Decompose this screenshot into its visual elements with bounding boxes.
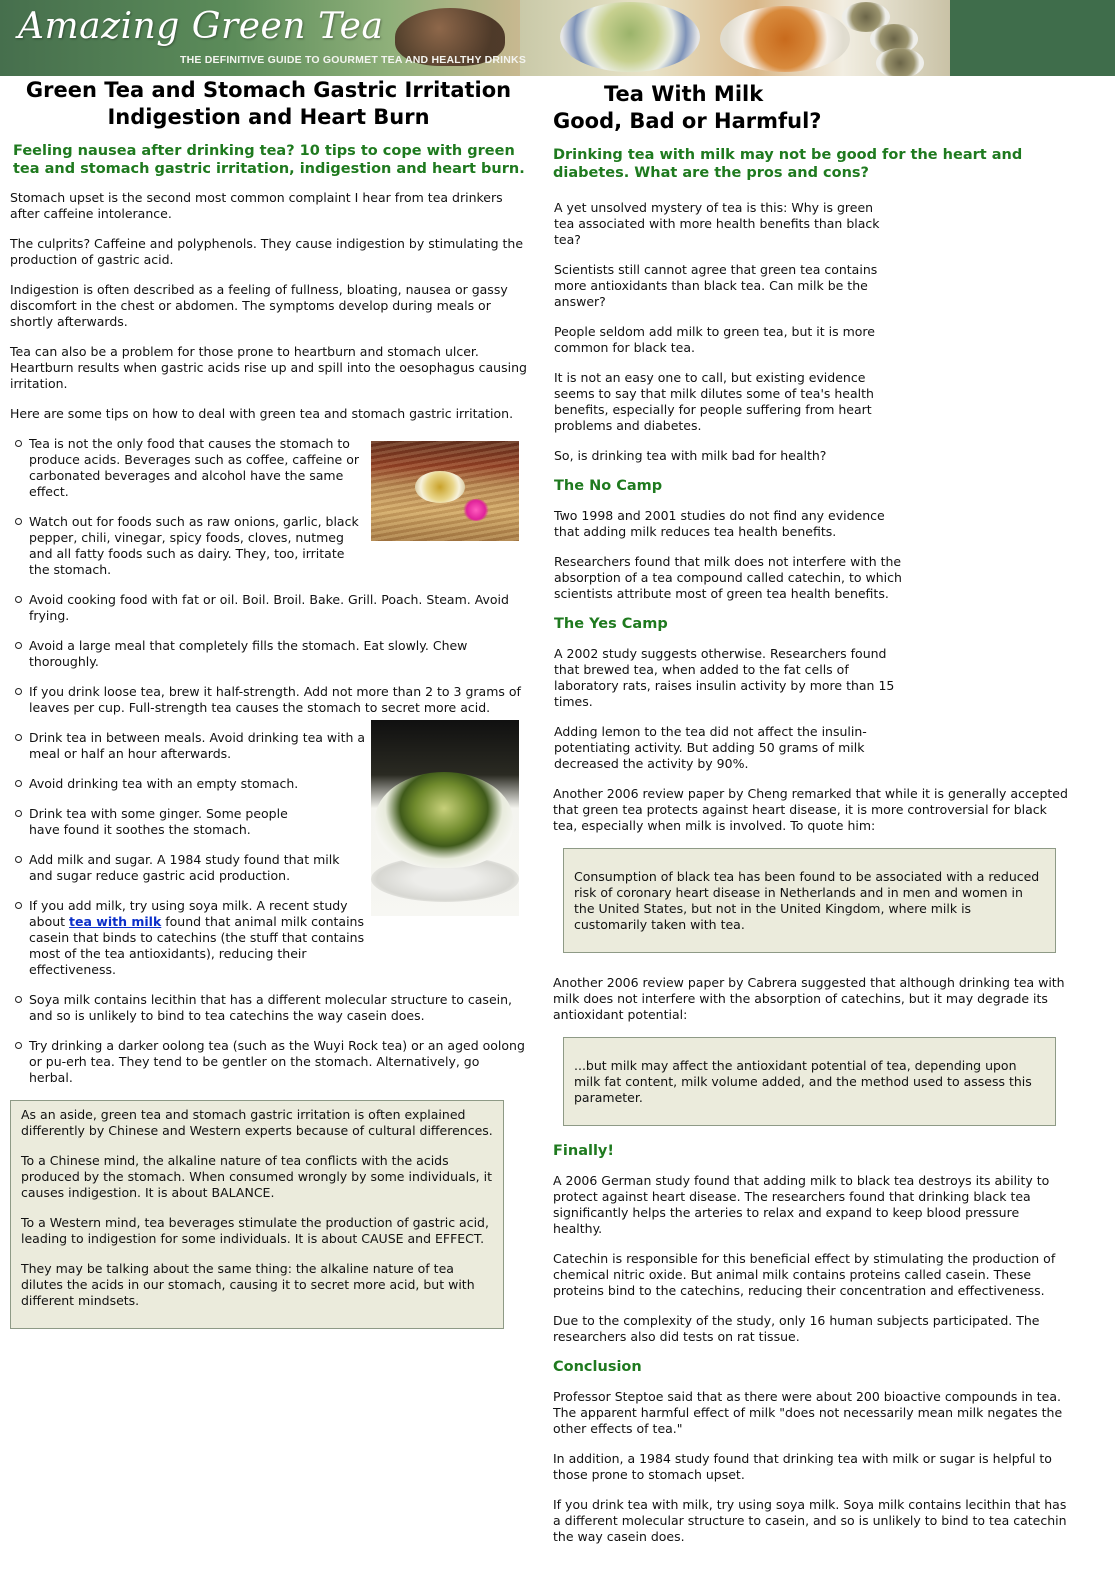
tip-item: Avoid drinking tea with an empty stomach.: [10, 776, 366, 792]
yes-camp-paragraph: Adding lemon to the tea did not affect the insulin-potentiating activity. But adding 50 grams of milk decreased the activity by 90%.: [554, 724, 867, 771]
left-article-title: [10, 77, 527, 131]
yes-camp-heading: The Yes Camp: [554, 616, 668, 632]
tea-leaf-bowl-icon: [876, 48, 924, 76]
left-paragraph: The culprits? Caffeine and polyphenols. They cause indigestion by stimulating the production of gastric acid.: [10, 236, 524, 267]
aside-paragraph: As an aside, green tea and stomach gastric irritation is often explained differently by Chinese and Western experts because of cultural differences.: [21, 1107, 493, 1138]
tea-with-milk-link[interactable]: tea with milk: [69, 914, 162, 929]
intro-paragraph: It is not an easy one to call, but existing evidence seems to say that milk dilutes some of tea's health benefits, especially for people suffering from heart problems and diabetes.: [554, 370, 874, 433]
no-camp-heading: The No Camp: [554, 478, 663, 494]
intro-paragraph: People seldom add milk to green tea, but it is more common for black tea.: [554, 324, 875, 355]
finally-paragraph: Catechin is responsible for this beneficial effect by stimulating the production of chemical nitric oxide. But animal milk contains proteins called casein. These proteins bind to the catechins, reducing their concentration and effectiveness.: [553, 1251, 1056, 1298]
tip-item: Soya milk contains lecithin that has a different molecular structure to casein, and so is unlikely to bind to tea catechins the way casein does.: [10, 992, 527, 1024]
tip-item-text: [29, 898, 367, 978]
tip-item: Add milk and sugar. A 1984 study found that milk and sugar reduce gastric acid production.: [10, 852, 366, 884]
tip-item: Drink tea with some ginger. Some people have found it soothes the stomach.: [10, 806, 320, 838]
finally-paragraph: Due to the complexity of the study, only 16 human subjects participated. The researchers also did tests on rat tissue.: [553, 1313, 1040, 1344]
site-banner: [0, 0, 1115, 76]
aside-paragraph: To a Western mind, tea beverages stimulate the production of gastric acid, leading to indigestion for some individuals. It is about CAUSE and EFFECT.: [21, 1215, 489, 1246]
black-tea-cup-photo: [720, 6, 850, 72]
teacup-shape: [415, 471, 465, 503]
tip-item-text: Watch out for foods such as raw onions, garlic, black pepper, chili, vinegar, spicy foods, cloves, nutmeg and all fatty foods such as dairy. They, too, irritate the stomach.: [29, 514, 359, 577]
right-article: [553, 76, 1068, 1559]
intro-section: [553, 200, 1068, 772]
aside-paragraph: They may be talking about the same thing: the alkaline nature of tea dilutes the acids in our stomach, causing it to secret more acid, but with different mindsets.: [21, 1261, 475, 1308]
banner-tea-photo: [520, 0, 950, 76]
conclusion-heading: Conclusion: [553, 1359, 642, 1375]
intro-paragraph: So, is drinking tea with milk bad for health?: [554, 448, 827, 463]
left-paragraph: Stomach upset is the second most common complaint I hear from tea drinkers after caffeine intolerance.: [10, 190, 503, 221]
left-paragraph: Indigestion is often described as a feeling of fullness, bloating, nausea or gassy discomfort in the chest or abdomen. The symptoms develop during meals or shortly afterwards.: [10, 282, 508, 329]
tip-text-pre: If you add milk, try using soya milk. A recent study about: [29, 898, 348, 929]
right-title-line-1: Tea With Milk: [604, 82, 764, 106]
aside-box: [10, 1100, 504, 1329]
left-paragraph: Here are some tips on how to deal with green tea and stomach gastric irritation.: [10, 406, 514, 421]
left-paragraph: Tea can also be a problem for those prone to heartburn and stomach ulcer. Heartburn results when gastric acids rise up and spill into the oesophagus causing irritation.: [10, 344, 527, 391]
tip-text-post: found that animal milk contains casein that binds to catechins (the stuff that contains most of the tea antioxidants), reducing their effectiveness.: [29, 914, 365, 977]
left-article: [10, 76, 527, 1329]
quote-text: ...but milk may affect the antioxidant potential of tea, depending upon milk fat content, milk volume added, and the method used to assess this parameter.: [574, 1058, 1032, 1105]
green-tea-cup-photo: [560, 2, 700, 72]
conclusion-paragraph: Professor Steptoe said that as there were about 200 bioactive compounds in tea. The apparent harmful effect of milk "does not necessarily mean milk negates the other effects of tea.": [553, 1389, 1063, 1436]
right-title-line-2: Good, Bad or Harmful?: [553, 109, 822, 133]
tip-item: Drink tea in between meals. Avoid drinking tea with a meal or half an hour afterwards.: [10, 730, 366, 762]
yes-camp-paragraph: A 2002 study suggests otherwise. Researchers found that brewed tea, when added to the fat cells of laboratory rats, raises insulin activity by more than 15 times.: [554, 646, 895, 709]
conclusion-paragraph: In addition, a 1984 study found that drinking tea with milk or sugar is helpful to those prone to stomach upset.: [553, 1451, 1052, 1482]
green-tea-bowl-photo: [371, 720, 519, 916]
cheng-intro: Another 2006 review paper by Cheng remarked that while it is generally accepted that green tea protects against heart disease, it is more controversial for black tea, especially when milk is involved. To quote him:: [553, 786, 1068, 833]
tea-bowl-shape: [375, 772, 513, 868]
right-article-title: [553, 81, 1068, 135]
conclusion-paragraph: If you drink tea with milk, try using soya milk. Soya milk contains lecithin that has a different molecular structure to casein, and so is unlikely to bind to tea catechin the way casein does.: [553, 1497, 1067, 1544]
banner-right-fill: [950, 0, 1115, 76]
finally-paragraph: A 2006 German study found that adding milk to black tea destroys its ability to protect against heart disease. The researchers found that drinking black tea significantly helps the arteries to relax and expand to keep blood pressure healthy.: [553, 1173, 1050, 1236]
tip-item: Avoid a large meal that completely fills the stomach. Eat slowly. Chew thoroughly.: [10, 638, 527, 670]
left-article-lead: Feeling nausea after drinking tea? 10 tips to cope with green tea and stomach gastric irritation, indigestion and heart burn.: [13, 143, 525, 177]
tip-item: Try drinking a darker oolong tea (such as the Wuyi Rock tea) or an aged oolong or pu-erh tea. They tend to be gentler on the stomach. Alternatively, go herbal.: [10, 1038, 527, 1086]
flower-shape: [463, 499, 489, 521]
left-title-line-2: Indigestion and Heart Burn: [107, 105, 430, 129]
quote-box-cabrera: [563, 1037, 1056, 1126]
quote-box-cheng: [563, 848, 1056, 953]
aside-paragraph: To a Chinese mind, the alkaline nature of tea conflicts with the acids produced by the stomach. When consumed wrongly by some individuals, it causes indigestion. It is about BALANCE.: [21, 1153, 492, 1200]
tip-item: If you drink loose tea, brew it half-strength. Add not more than 2 to 3 grams of leaves per cup. Full-strength tea causes the stomach to secret more acid.: [10, 684, 527, 716]
quote-text: Consumption of black tea has been found to be associated with a reduced risk of coronary heart disease in Netherlands and in men and women in the United States, but not in the United Kingdom, where milk is customarily taken with tea.: [574, 869, 1040, 932]
intro-paragraph: A yet unsolved mystery of tea is this: Why is green tea associated with more health benefits than black tea?: [554, 200, 880, 247]
site-tagline: THE DEFINITIVE GUIDE TO GOURMET TEA AND HEALTHY DRINKS: [180, 54, 527, 66]
teacup-with-flower-photo: [371, 441, 519, 541]
right-article-lead: Drinking tea with milk may not be good for the heart and diabetes. What are the pros and cons?: [553, 147, 1023, 181]
no-camp-paragraph: Two 1998 and 2001 studies do not find any evidence that adding milk reduces tea health benefits.: [554, 508, 885, 539]
left-title-line-1: Green Tea and Stomach Gastric Irritation: [25, 78, 512, 102]
tip-item: Avoid cooking food with fat or oil. Boil. Broil. Bake. Grill. Poach. Steam. Avoid frying.: [10, 592, 527, 624]
finally-heading: Finally!: [553, 1143, 614, 1159]
intro-paragraph: Scientists still cannot agree that green tea contains more antioxidants than black tea. Can milk be the answer?: [554, 262, 878, 309]
no-camp-paragraph: Researchers found that milk does not interfere with the absorption of a tea compound called catechin, to which scientists attribute most of green tea health benefits.: [554, 554, 902, 601]
tip-item: Tea is not the only food that causes the stomach to produce acids. Beverages such as coffee, caffeine or carbonated beverages and alcohol have the same effect.: [10, 436, 366, 500]
site-logo[interactable]: Amazing Green Tea: [18, 6, 384, 47]
cabrera-intro: Another 2006 review paper by Cabrera suggested that although drinking tea with milk does not interfere with the absorption of catechins, but it may degrade its antioxidant potential:: [553, 975, 1065, 1022]
